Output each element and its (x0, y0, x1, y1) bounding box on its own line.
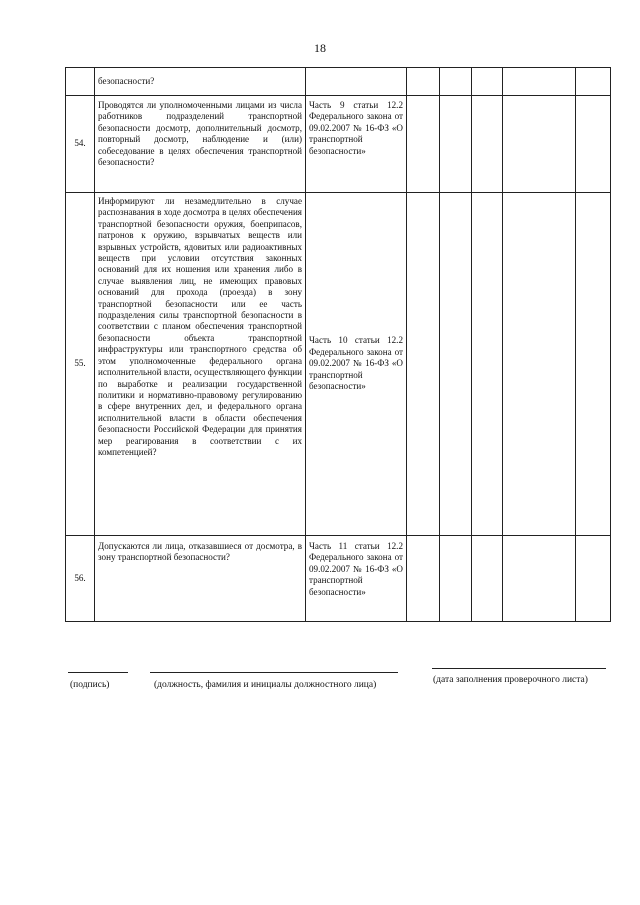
legal-basis-text: Часть 11 статьи 12.2 Федерального закона от 09.02.2007 № 16-ФЗ «О транспортной (309, 541, 403, 586)
date-caption: (дата заполнения проверочного листа) (433, 675, 588, 685)
extra-cell (576, 193, 611, 536)
legal-basis-cell (306, 68, 407, 96)
answer-cell-no (440, 536, 472, 622)
answer-cell-no (440, 96, 472, 193)
answer-cell-yes (407, 193, 440, 536)
answer-cell-not-applicable (472, 193, 503, 536)
answer-cell-yes (407, 96, 440, 193)
requirement-question: Допускаются ли лица, отказавшиеся от досмотра, в зону транспортной безопасности? (95, 536, 306, 622)
row-number: 56. (66, 536, 95, 622)
signature-caption: (подпись) (70, 680, 110, 690)
extra-cell (576, 536, 611, 622)
requirement-question: Информируют ли незамедлительно в случае распознавания в ходе досмотра в целях обеспечения транспортной безопасности оружия, боеприпасов, патронов к оружию, взрывчатых веществ или взрывных устройств, ядовитых или радиоактивных веществ при условии отсутствия законных оснований для их ношения или хранения либо в случае выявления лиц, не имеющих правовых оснований для прохода (проезда) в зону транспортной безопасности или ее часть подразделения силы транспортной безопасности в соответствии с планом обеспечения транспортной безопасности объекта транспортной инфраструктуры или транспортного средства об этом уполномоченные федерального органа исполнительной власти, осуществляющего функции по выработке и реализации государственной политики и нормативно-правовому регулированию в сфере внутренних дел, и федерального органа исполнительной власти в области обеспечения безопасности Российской Федерации для принятия мер реагирования в соответствии с их компетенцией? (95, 193, 306, 536)
table-row (66, 96, 611, 193)
row-number: 54. (66, 96, 95, 193)
signature-block (0, 672, 640, 702)
requirement-question: Проводятся ли уполномоченными лицами из числа работников подразделений транспортной безопасности досмотр, дополнительный досмотр, повторный досмотр, наблюдение и (или) собеседование в целях обеспечения транспортной безопасности? (95, 96, 306, 193)
extra-cell (576, 68, 611, 96)
comment-cell (503, 96, 576, 193)
legal-basis-text-end: безопасности» (309, 586, 366, 597)
legal-basis-text: Часть 10 статьи 12.2 Федерального закона от 09.02.2007 № 16-ФЗ «О транспортной (309, 335, 403, 380)
comment-cell (503, 68, 576, 96)
page-number: 18 (314, 41, 326, 55)
table-row (66, 193, 611, 536)
answer-cell-not-applicable (472, 536, 503, 622)
extra-cell (576, 96, 611, 193)
legal-basis-cell (306, 536, 407, 622)
answer-cell-not-applicable (472, 68, 503, 96)
date-line (432, 668, 606, 669)
legal-basis-text-end: безопасности» (309, 145, 366, 156)
answer-cell-no (440, 68, 472, 96)
legal-basis-text-end: безопасности» (309, 381, 366, 392)
comment-cell (503, 193, 576, 536)
official-name-caption: (должность, фамилия и инициалы должностного лица) (154, 680, 377, 690)
official-name-line (150, 672, 398, 673)
requirement-question: безопасности? (95, 68, 306, 96)
answer-cell-not-applicable (472, 96, 503, 193)
table-row (66, 68, 611, 96)
legal-basis-cell (306, 193, 407, 536)
legal-basis-cell (306, 96, 407, 193)
answer-cell-yes (407, 536, 440, 622)
answer-cell-no (440, 193, 472, 536)
row-number (66, 68, 95, 96)
checklist-table (65, 67, 611, 622)
comment-cell (503, 536, 576, 622)
row-number: 55. (66, 193, 95, 536)
answer-cell-yes (407, 68, 440, 96)
table-row (66, 536, 611, 622)
legal-basis-text: Часть 9 статьи 12.2 Федерального закона от 09.02.2007 № 16-ФЗ «О транспортной (309, 100, 403, 145)
signature-line (68, 672, 128, 673)
